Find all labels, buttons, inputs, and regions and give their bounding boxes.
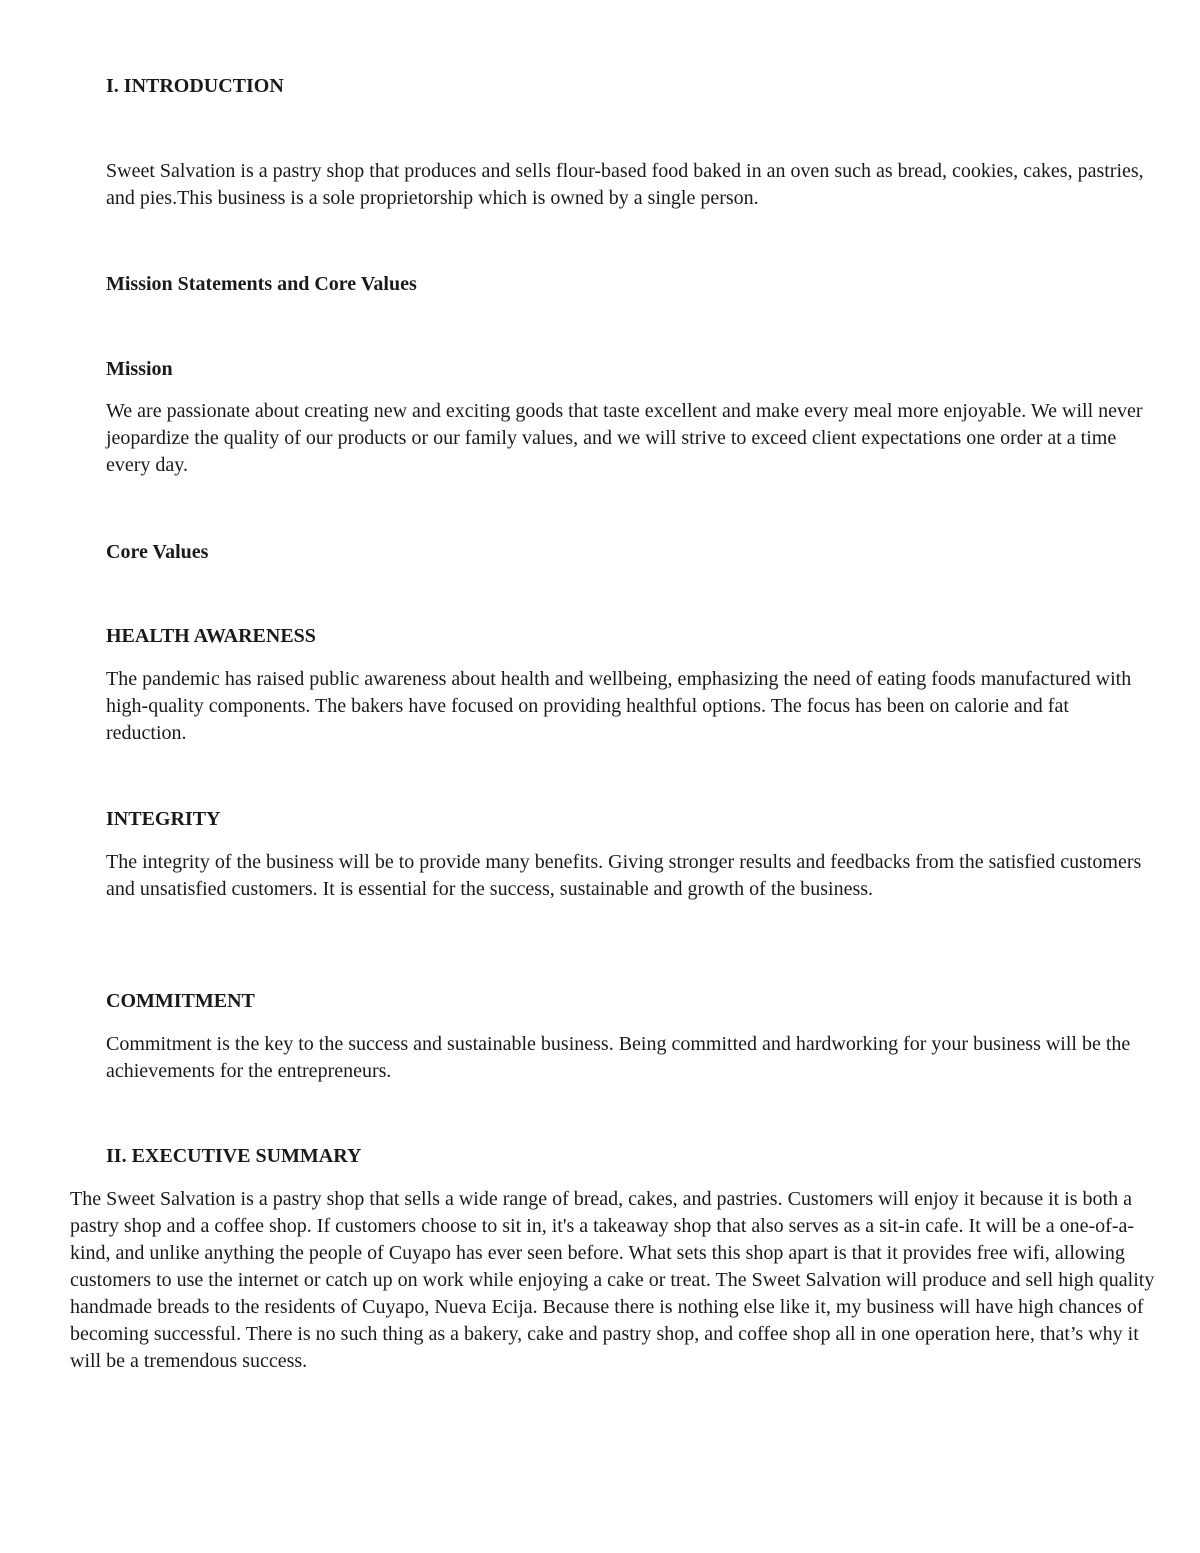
integrity-heading: INTEGRITY xyxy=(106,808,221,830)
health-awareness-heading: HEALTH AWARENESS xyxy=(106,625,316,647)
mission-heading: Mission xyxy=(106,358,173,380)
introduction-heading: I. INTRODUCTION xyxy=(106,75,284,97)
health-awareness-paragraph: The pandemic has raised public awareness about health and wellbeing, emphasizing the need of eating foods manufactured with high-quality components. The bakers have focused on providing healthful options. The focus has been on calorie and fat reduction. xyxy=(106,668,1132,744)
core-values-heading: Core Values xyxy=(106,541,209,563)
introduction-paragraph: Sweet Salvation is a pastry shop that produces and sells flour-based food baked in an oven such as bread, cookies, cakes, pastries, and pies.This business is a sole proprietorship which is owned by a single person. xyxy=(106,160,1144,209)
commitment-paragraph: Commitment is the key to the success and sustainable business. Being committed and hardworking for your business will be the achievements for the entrepreneurs. xyxy=(106,1033,1131,1082)
integrity-paragraph: The integrity of the business will be to provide many benefits. Giving stronger results and feedbacks from the satisfied customers and unsatisfied customers. It is essential for the success, sustainable and growth of the business. xyxy=(106,851,1142,900)
mission-core-values-heading: Mission Statements and Core Values xyxy=(106,273,417,295)
executive-summary-heading: II. EXECUTIVE SUMMARY xyxy=(106,1145,362,1167)
mission-paragraph: We are passionate about creating new and exciting goods that taste excellent and make every meal more enjoyable. We will never jeopardize the quality of our products or our family values, and we will strive to exceed client expectations one order at a time every day. xyxy=(106,400,1143,476)
executive-summary-paragraph: The Sweet Salvation is a pastry shop that sells a wide range of bread, cakes, and pastries. Customers will enjoy it because it is both a pastry shop and a coffee shop. If customers choose to sit in, it's a takeaway shop that also serves as a sit-in cafe. It will be a one-of-a-kind, and unlike anything the people of Cuyapo has ever seen before. What sets this shop apart is that it provides free wifi, allowing customers to use the internet or catch up on work while enjoying a cake or treat. The Sweet Salvation will produce and sell high quality handmade breads to the residents of Cuyapo, Nueva Ecija. Because there is nothing else like it, my business will have high chances of becoming successful. There is no such thing as a bakery, cake and pastry shop, and coffee shop all in one operation here, that’s why it will be a tremendous success. xyxy=(70,1188,1155,1372)
commitment-heading: COMMITMENT xyxy=(106,990,255,1012)
